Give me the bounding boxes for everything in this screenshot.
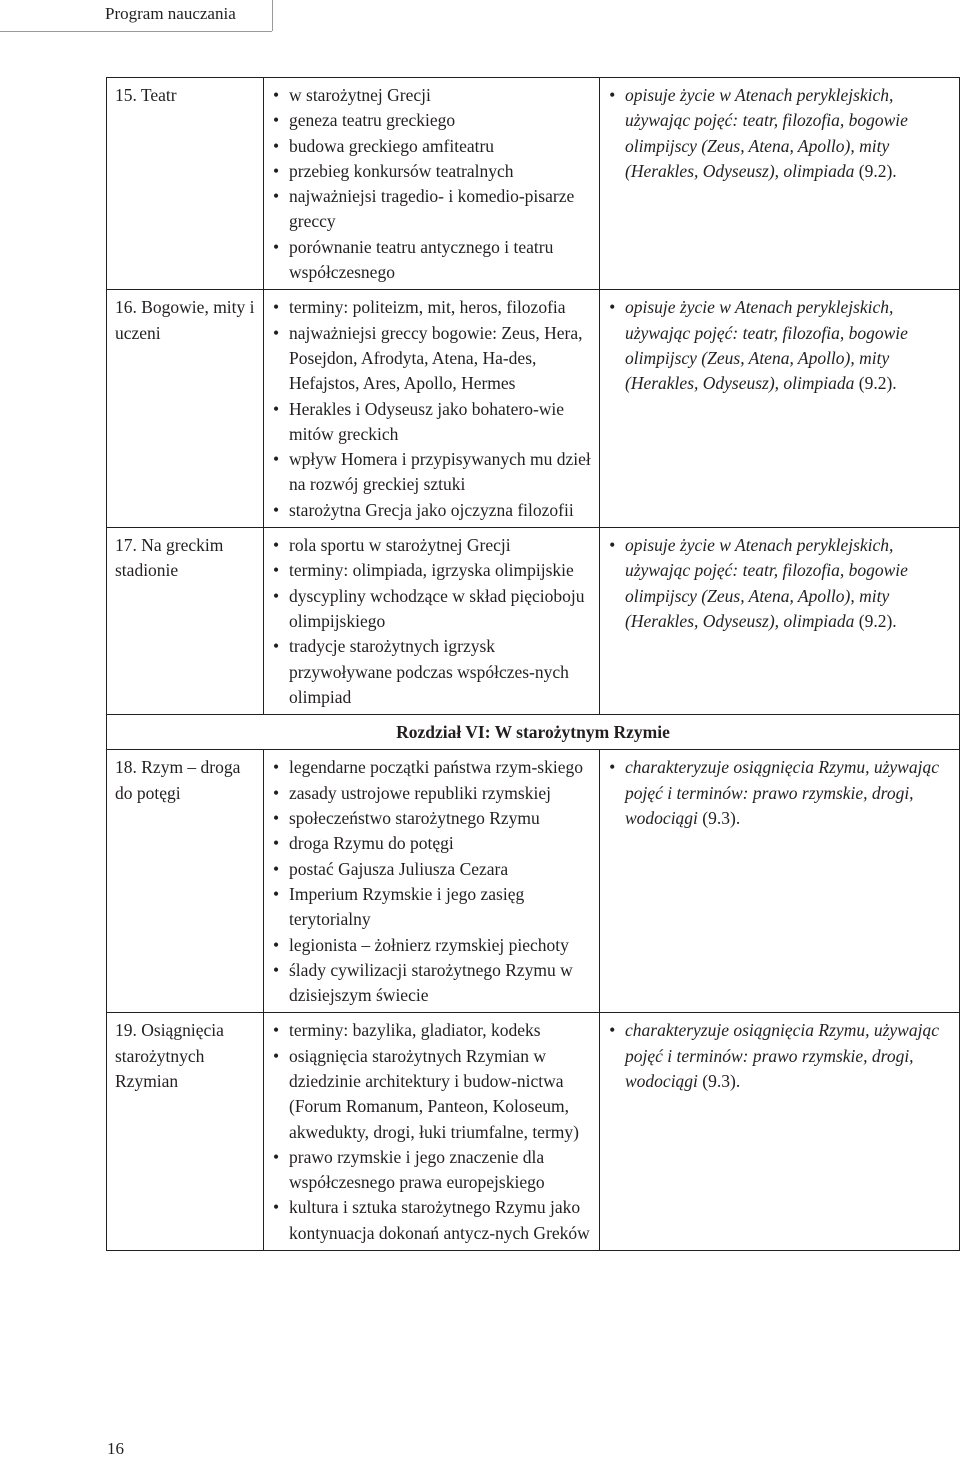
list-item: • ślady cywilizacji starożytnego Rzymu w dzisiejszym świecie — [272, 958, 591, 1009]
list-item: • najważniejsi greccy bogowie: Zeus, Hera, Posejdon, Afrodyta, Atena, Ha-des, Hefajstos, Ares, Apollo, Hermes — [272, 321, 591, 397]
requirements-cell — [600, 1013, 960, 1251]
list-item: • przebieg konkursów teatralnych — [272, 159, 591, 184]
requirement-item — [608, 1018, 951, 1094]
requirement-reference: (9.2). — [858, 160, 897, 181]
requirement-item — [608, 295, 951, 396]
list-item: • terminy: bazylika, gladiator, kodeks — [272, 1018, 591, 1043]
requirements-cell — [600, 78, 960, 290]
list-item: • rola sportu w starożytnej Grecji — [272, 533, 591, 558]
list-item: • geneza teatru greckiego — [272, 108, 591, 133]
list-item: • dyscypliny wchodzące w skład pięcioboju olimpijskiego — [272, 584, 591, 635]
section-row — [107, 715, 960, 750]
requirements-list — [608, 1018, 951, 1094]
lesson-topic: 19. Osiągnięcia starożytnych Rzymian — [107, 1013, 264, 1251]
list-item: • kultura i sztuka starożytnego Rzymu jako kontynuacja dokonań antycz-nych Greków — [272, 1195, 591, 1246]
list-item: • budowa greckiego amfiteatru — [272, 134, 591, 159]
requirement-text: charakteryzuje osiągnięcia Rzymu, używając pojęć i terminów: prawo rzymskie, drogi, wodociągi — [625, 1020, 939, 1091]
list-item: • Herakles i Odyseusz jako bohatero-wie mitów greckich — [272, 397, 591, 448]
list-item: • wpływ Homera i przypisywanych mu dzieł na rozwój greckiej sztuki — [272, 447, 591, 498]
list-item: • prawo rzymskie i jego znaczenie dla współczesnego prawa europejskiego — [272, 1145, 591, 1196]
requirements-list — [608, 83, 951, 184]
content-list — [272, 755, 591, 1008]
content-cell — [264, 528, 600, 715]
list-item: • najważniejsi tragedio- i komedio-pisarze greccy — [272, 184, 591, 235]
table-row — [107, 290, 960, 528]
lesson-topic: 17. Na greckim stadionie — [107, 528, 264, 715]
list-item: • porównanie teatru antycznego i teatru współczesnego — [272, 235, 591, 286]
requirements-cell — [600, 750, 960, 1013]
list-item: • Imperium Rzymskie i jego zasięg terytorialny — [272, 882, 591, 933]
lesson-topic: 18. Rzym – droga do potęgi — [107, 750, 264, 1013]
content-cell — [264, 750, 600, 1013]
table-row — [107, 750, 960, 1013]
section-row-group — [107, 715, 960, 750]
list-item: • terminy: politeizm, mit, heros, filozofia — [272, 295, 591, 320]
list-item: • legionista – żołnierz rzymskiej piechoty — [272, 933, 591, 958]
page-number: 16 — [107, 1439, 124, 1458]
list-item: • starożytna Grecja jako ojczyzna filozofii — [272, 498, 591, 523]
list-item: • zasady ustrojowe republiki rzymskiej — [272, 781, 591, 806]
requirement-text: opisuje życie w Atenach peryklejskich, używając pojęć: teatr, filozofia, bogowie olimpijscy (Zeus, Atena, Apollo), mity (Herakles, Odyseusz), olimpiada — [625, 535, 908, 631]
requirement-text: charakteryzuje osiągnięcia Rzymu, używając pojęć i terminów: prawo rzymskie, drogi, wodociągi — [625, 757, 939, 829]
content-list — [272, 295, 591, 523]
list-item: • społeczeństwo starożytnego Rzymu — [272, 806, 591, 831]
content-list — [272, 533, 591, 710]
lesson-topic: 15. Teatr — [107, 78, 264, 290]
content-list — [272, 1018, 591, 1246]
requirements-list — [608, 755, 951, 831]
list-item: • osiągnięcia starożytnych Rzymian w dziedzinie architektury i budow-nictwa (Forum Romanum, Panteon, Koloseum, akwedukty, drogi, łuki triumfalne, termy) — [272, 1044, 591, 1145]
requirement-text: opisuje życie w Atenach peryklejskich, używając pojęć: teatr, filozofia, bogowie olimpijscy (Zeus, Atena, Apollo), mity (Herakles, Odyseusz), olimpiada — [625, 85, 908, 181]
table-row — [107, 1013, 960, 1251]
content-cell — [264, 290, 600, 528]
requirement-item — [608, 755, 951, 831]
requirements-cell — [600, 528, 960, 715]
table-row — [107, 528, 960, 715]
list-item: • tradycje starożytnych igrzysk przywoływane podczas współczes-nych olimpiad — [272, 634, 591, 710]
requirement-item — [608, 533, 951, 634]
requirements-list — [608, 533, 951, 634]
content-list — [272, 83, 591, 285]
list-item: • legendarne początki państwa rzym-skiego — [272, 755, 591, 780]
requirement-reference: (9.3). — [702, 1070, 741, 1091]
requirements-cell — [600, 290, 960, 528]
curriculum-table — [106, 77, 960, 1251]
content-cell — [264, 78, 600, 290]
lesson-topic: 16. Bogowie, mity i uczeni — [107, 290, 264, 528]
list-item: • w starożytnej Grecji — [272, 83, 591, 108]
requirement-item — [608, 83, 951, 184]
table-body-greece — [107, 78, 960, 715]
list-item: • terminy: olimpiada, igrzyska olimpijskie — [272, 558, 591, 583]
requirement-reference: (9.2). — [858, 373, 897, 394]
list-item: • postać Gajusza Juliusza Cezara — [272, 857, 591, 882]
section-title: Rozdział VI: W starożytnym Rzymie — [107, 715, 960, 750]
header-divider — [272, 0, 273, 31]
requirement-reference: (9.2). — [858, 610, 897, 631]
running-header: Program nauczania — [105, 4, 236, 23]
table-row — [107, 78, 960, 290]
table-body-rome — [107, 750, 960, 1251]
list-item: • droga Rzymu do potęgi — [272, 831, 591, 856]
requirements-list — [608, 295, 951, 396]
content-cell — [264, 1013, 600, 1251]
requirement-text: opisuje życie w Atenach peryklejskich, używając pojęć: teatr, filozofia, bogowie olimpijscy (Zeus, Atena, Apollo), mity (Herakles, Odyseusz), olimpiada — [625, 297, 908, 394]
requirement-reference: (9.3). — [702, 808, 741, 829]
